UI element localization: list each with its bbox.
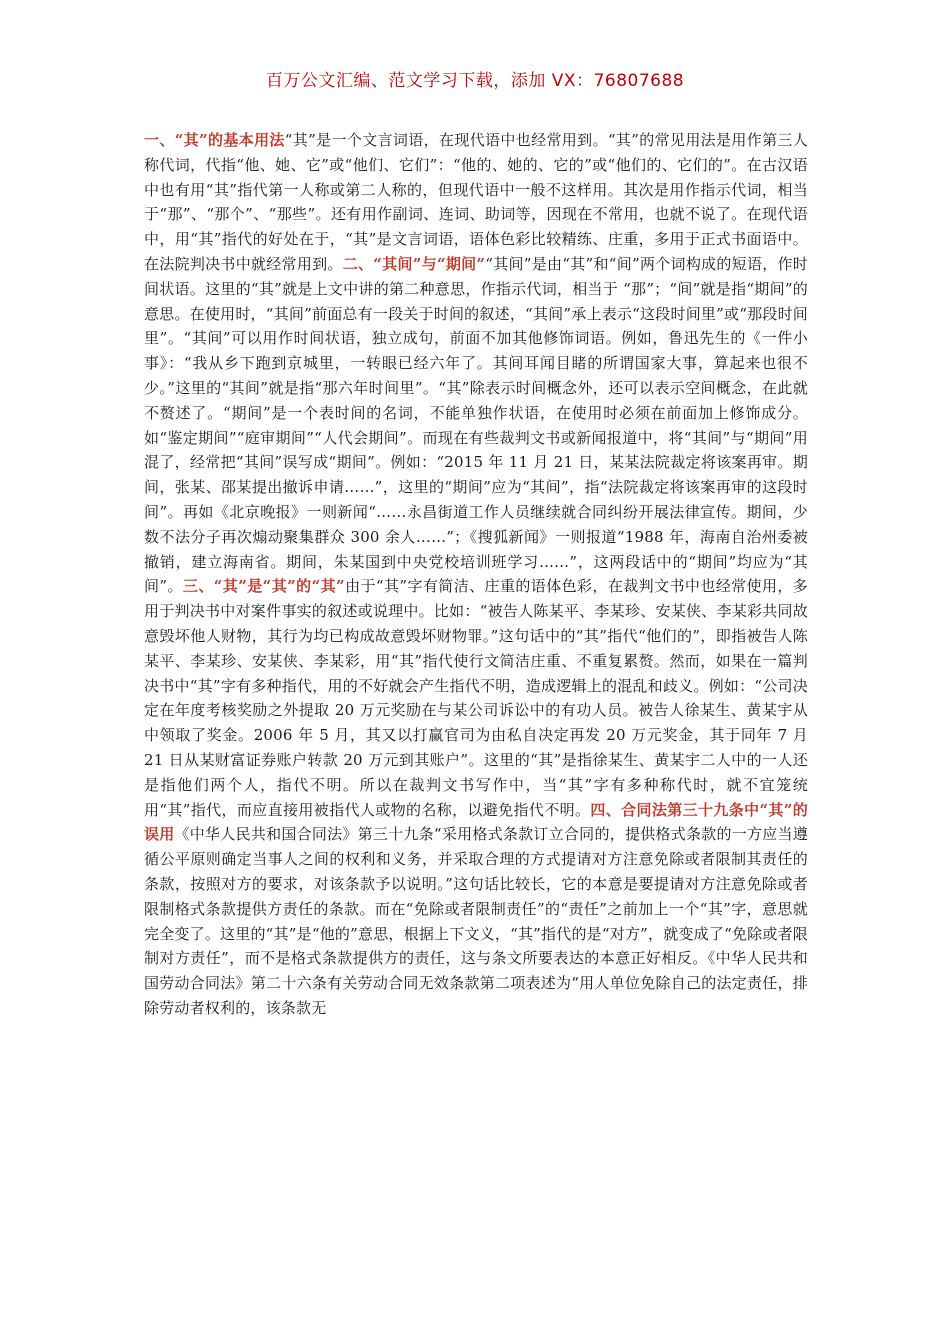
section-2-heading: 二、“其间”与“期间” bbox=[342, 254, 486, 273]
section-1-text: “其”是一个文言词语，在现代语中也经常用到。“其”的常见用法是用作第三人称代词，代指“他、她、它”或“他们、它们”：“他的、她的、它的”或“他们的、它们的”。在古汉语中也有用“其”指代第一人称或第二人称的，但现代语中一般不这样用。其次是用作指示代词，相当于“那”、“那个”、“那些”。还有用作副词、连词、助词等，因现在不常用，也就不说了。在现代语中，用“其”指代的好处在于，“其”是文言词语，语体色彩比较精练、庄重，多用于正式书面语中。在法院判决书中就经常用到。 bbox=[144, 131, 808, 273]
page-header: 百万公文汇编、范文学习下载，添加 VX：76807688 bbox=[265, 71, 685, 91]
section-3-text: 由于“其”字有简洁、庄重的语体色彩，在裁判文书中也经常使用，多用于判决书中对案件事实的叙述或说理中。比如：“被告人陈某平、李某珍、安某侠、李某彩共同故意毁坏他人财物，其行为均已构成故意毁坏财物罪。”这句话中的“其”指代“他们的”，即指被告人陈某平、李某珍、安某侠、李某彩，用“其”指代使行文简洁庄重、不重复累赘。然而，如果在一篇判决书中“其”字有多种指代，用的不好就会产生指代不明，造成逻辑上的混乱和歧义。例如：“公司决定在年度考核奖励之外提取 20 万元奖励在与某公司诉讼中的有功人员。被告人徐某生、黄某宇从中领取了奖金。2006 年 5 月，其又以打赢官司为由私自决定再发 20 万元奖金，其于同年 7 月 21 日从某财富证券账户转款 20 万元到其账户”。这里的“其”是指徐某生、黄某宇二人中的一人还是指他们两个人，指代不明。所以在裁判文书写作中，当“其”字有多种称代时，就不宜笼统用“其”指代，而应直接用被指代人或物的名称，以避免指代不明。 bbox=[144, 577, 809, 819]
document-body bbox=[144, 128, 808, 1021]
section-2-text: “其间”是由“其”和“间”两个词构成的短语，作时间状语。这里的“其”就是上文中讲的第二种意思，作指示代词，相当于 “那”；“间”就是指“期间”的意思。在使用时，“其间”前面总有一段关于时间的叙述，“其间”承上表示“这段时间里”或“那段时间里”。“其间”可以用作时间状语，独立成句，前面不加其他修饰词语。例如，鲁迅先生的《一件小事》：“我从乡下跑到京城里，一转眼已经六年了。其间耳闻目睹的所谓国家大事，算起来也很不少。”这里的“其间”就是指“那六年时间里”。“其”除表示时间概念外，还可以表示空间概念，在此就不赘述了。“期间”是一个表时间的名词，不能单独作状语，在使用时必须在前面加上修饰成分。如“鉴定期间”“庭审期间”“人代会期间”。而现在有些裁判文书或新闻报道中，将“其间”与“期间”用混了，经常把“其间”误写成“期间”。例如：“2015 年 11 月 21 日，某某法院裁定将该案再审。期间，张某、邵某提出撤诉申请……”，这里的“期间”应为“其间”，指“法院裁定将该案再审的这段时间”。再如《北京晚报》一则新闻“……永昌街道工作人员继续就合同纠纷开展法律宣传。期间，少数不法分子再次煽动聚集群众 300 余人……”；《搜狐新闻》一则报道“1988 年，海南自治州委被撤销，建立海南省。期间，朱某国到中央党校培训班学习……”，这两段话中的“期间”均应为“其间”。 bbox=[144, 254, 809, 596]
section-1-heading: 一、“其”的基本用法 bbox=[144, 131, 285, 149]
section-4-heading: 四、合同法第三十九条中“其”的误用 bbox=[144, 800, 808, 844]
section-4-text: 《中华人民共和国合同法》第三十九条“采用格式条款订立合同的，提供格式条款的一方应当遵循公平原则确定当事人之间的权利和义务，并采取合理的方式提请对方注意免除或者限制其责任的条款，按照对方的要求，对该条款予以说明。”这句话比较长，它的本意是要提请对方注意免除或者限制格式条款提供方责任的条款。而在“免除或者限制责任”的“责任”之前加上一个“其”字，意思就完全变了。这里的“其”是“他的”意思，根据上下文义，“其”指代的是“对方”，就变成了“免除或者限制对方责任”，而不是格式条款提供方的责任，这与条文所要表达的本意正好相反。《中华人民共和国劳动合同法》第二十六条有关劳动合同无效条款第二项表述为“用人单位免除自己的法定责任，排除劳动者权利的，该条款无 bbox=[144, 825, 809, 1017]
section-3-heading: 三、“其”是“其”的“其” bbox=[182, 577, 345, 596]
